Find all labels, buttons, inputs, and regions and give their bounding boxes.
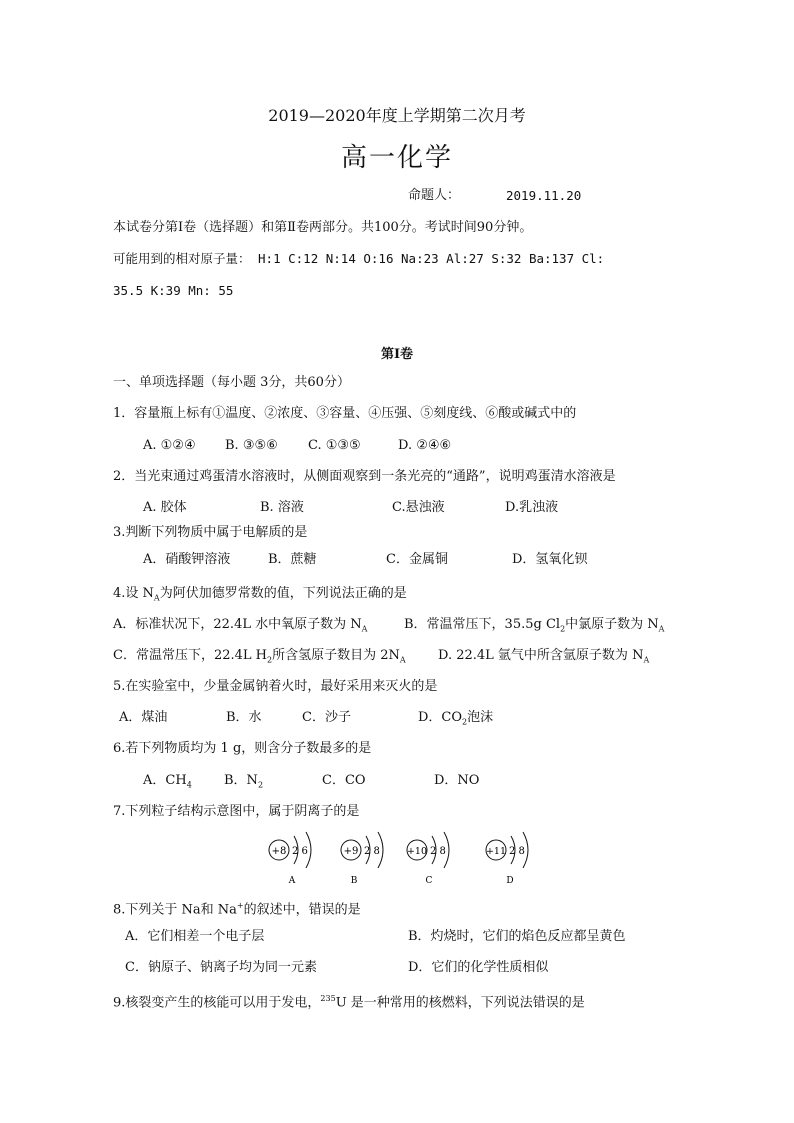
question-8-option-b: B．灼烧时，它们的焰色反应都呈黄色: [408, 929, 626, 944]
intro-line-3: 35.5 K:39 Mn: 55: [113, 283, 234, 298]
subscript: A: [643, 655, 650, 665]
question-6-stem: 6.若下列物质均为 1 g，则含分子数最多的是: [113, 741, 372, 756]
question-8-option-c: C．钠原子、钠离子均为同一元素: [125, 960, 317, 975]
atom-diagram-c: [407, 832, 449, 886]
question-5-option-d: [418, 710, 493, 731]
question-8-stem: [113, 898, 361, 918]
diagram-label: D: [506, 876, 514, 886]
shell-electrons: 2 8: [430, 846, 446, 857]
shell-electrons: 2 8: [364, 846, 380, 857]
shell-electrons: 2 8: [509, 846, 525, 857]
part-title: 一、单项选择题（每小题 3分，共60分）: [113, 375, 350, 390]
option-text: C．常温常压下，22.4L H: [113, 648, 267, 663]
question-1-option-d: D. ②④⑥: [398, 438, 452, 453]
option-text: A．CH: [143, 773, 187, 788]
option-text: B．N: [224, 773, 258, 788]
question-3-option-a: A．硝酸钾溶液: [143, 552, 231, 567]
question-4-stem-rest: 为阿伏加德罗常数的值，下列说法正确的是: [159, 586, 407, 601]
question-6-option-c: C．CO: [322, 773, 366, 788]
atom-diagram-d: [486, 832, 528, 886]
option-text: A．标准状况下，22.4L 水中氧原子数为 N: [113, 617, 362, 632]
subscript: A: [361, 624, 368, 634]
question-5-option-a: A．煤油: [119, 710, 168, 725]
diagram-label: C: [425, 876, 433, 886]
nucleus-charge: +8: [271, 846, 287, 857]
question-6-option-d: D．NO: [434, 773, 480, 788]
option-text: 中氯原子数为 N: [565, 617, 659, 632]
question-1-option-b: B. ③⑤⑥: [225, 438, 278, 453]
question-8-option-d: D．它们的化学性质相似: [408, 960, 549, 975]
element-symbol: U: [335, 995, 347, 1011]
intro-line-2: 可能用到的相对原子量： H:1 C:12 N:14 O:16 Na:23 Al:27 S:32 Ba:137 Cl:: [113, 251, 605, 266]
shell-electrons: 2 6: [292, 846, 308, 857]
question-5-option-c: C．沙子: [302, 710, 351, 725]
question-2-option-b: B. 溶液: [260, 500, 304, 515]
question-6-option-b: [224, 773, 263, 794]
author-label: 命题人：: [408, 188, 461, 203]
question-3-option-d: D．氢氧化钡: [512, 552, 588, 567]
subscript: A: [658, 624, 665, 634]
question-3-option-b: B．蔗糖: [268, 552, 317, 567]
question-3-stem: 3.判断下列物质中属于电解质的是: [113, 525, 308, 540]
section-title: 第Ⅰ卷: [380, 347, 414, 362]
subscript: A: [153, 593, 160, 603]
mass-number: 235: [320, 994, 336, 1003]
option-text: 泡沫: [467, 710, 494, 725]
nucleus-charge: +9: [343, 846, 359, 857]
stem-text: 9.核裂变产生的核能可以用于发电，: [113, 995, 321, 1011]
stem-text: 是一种常用的核燃料，下列说法错误的是: [346, 995, 585, 1011]
subscript: 2: [560, 624, 566, 634]
subscript: 4: [186, 780, 192, 790]
option-text: 所含氢原子数目为 2N: [272, 648, 400, 663]
question-4-option-d: [438, 648, 649, 669]
nucleus-charge: +11: [485, 846, 507, 857]
option-text: B．常温常压下，35.5g Cl: [404, 617, 561, 632]
subscript: 2: [462, 717, 468, 727]
subscript: A: [399, 655, 406, 665]
question-8-option-a: A．它们相差一个电子层: [125, 929, 265, 944]
question-2-option-a: A. 胶体: [143, 500, 187, 515]
subject-title: 高一化学: [340, 143, 453, 173]
question-4-option-b: [404, 617, 664, 638]
subscript: 2: [257, 780, 264, 790]
question-1-option-c: C. ①③⑤: [308, 438, 361, 453]
atom-diagram-a: [269, 832, 311, 886]
question-6-option-a: [143, 773, 192, 794]
question-2-option-c: C.悬浊液: [392, 500, 445, 515]
question-4-stem: [113, 586, 407, 607]
question-3-option-c: C．金属铜: [386, 552, 448, 567]
atom-diagram-b: [341, 832, 383, 886]
option-text: D. 22.4L 氩气中所含氩原子数为 N: [438, 648, 644, 663]
question-1-option-a: A. ①②④: [143, 438, 196, 453]
question-5-stem: 5.在实验室中，少量金属钠着火时，最好采用来灭火的是: [113, 679, 438, 694]
diagram-label: B: [350, 876, 358, 886]
superscript: +: [236, 901, 244, 910]
nucleus-charge: +10: [406, 846, 428, 857]
option-text: D．CO: [418, 710, 463, 725]
question-9-stem: [113, 991, 585, 1011]
atom-structure-diagrams: [262, 828, 552, 890]
diagram-label: A: [288, 876, 296, 886]
exam-title: 2019—2020年度上学期第二次月考: [268, 106, 526, 125]
question-2-option-d: D.乳浊液: [505, 500, 559, 515]
question-1-stem: 1．容量瓶上标有①温度、②浓度、③容量、④压强、⑤刻度线、⑥酸或碱式中的: [113, 406, 577, 421]
stem-text: 8.下列关于 Na和 Na: [113, 902, 237, 918]
question-4-option-c: [113, 648, 406, 669]
question-4-option-a: [113, 617, 367, 638]
subscript: 2: [267, 655, 273, 665]
stem-text: 的叙述中，错误的是: [243, 902, 361, 918]
question-2-stem: 2．当光束通过鸡蛋清水溶液时，从侧面观察到一条光亮的“通路”，说明鸡蛋清水溶液是: [113, 469, 616, 484]
question-5-option-b: B．水: [226, 710, 262, 725]
question-7-stem: 7.下列粒子结构示意图中，属于阴离子的是: [113, 804, 360, 819]
exam-date: 2019.11.20: [506, 188, 582, 203]
intro-line-1: 本试卷分第Ⅰ卷（选择题）和第Ⅱ卷两部分。共100分。考试时间90分钟。: [113, 220, 533, 235]
question-4-stem-text: 4.设 N: [113, 586, 154, 601]
